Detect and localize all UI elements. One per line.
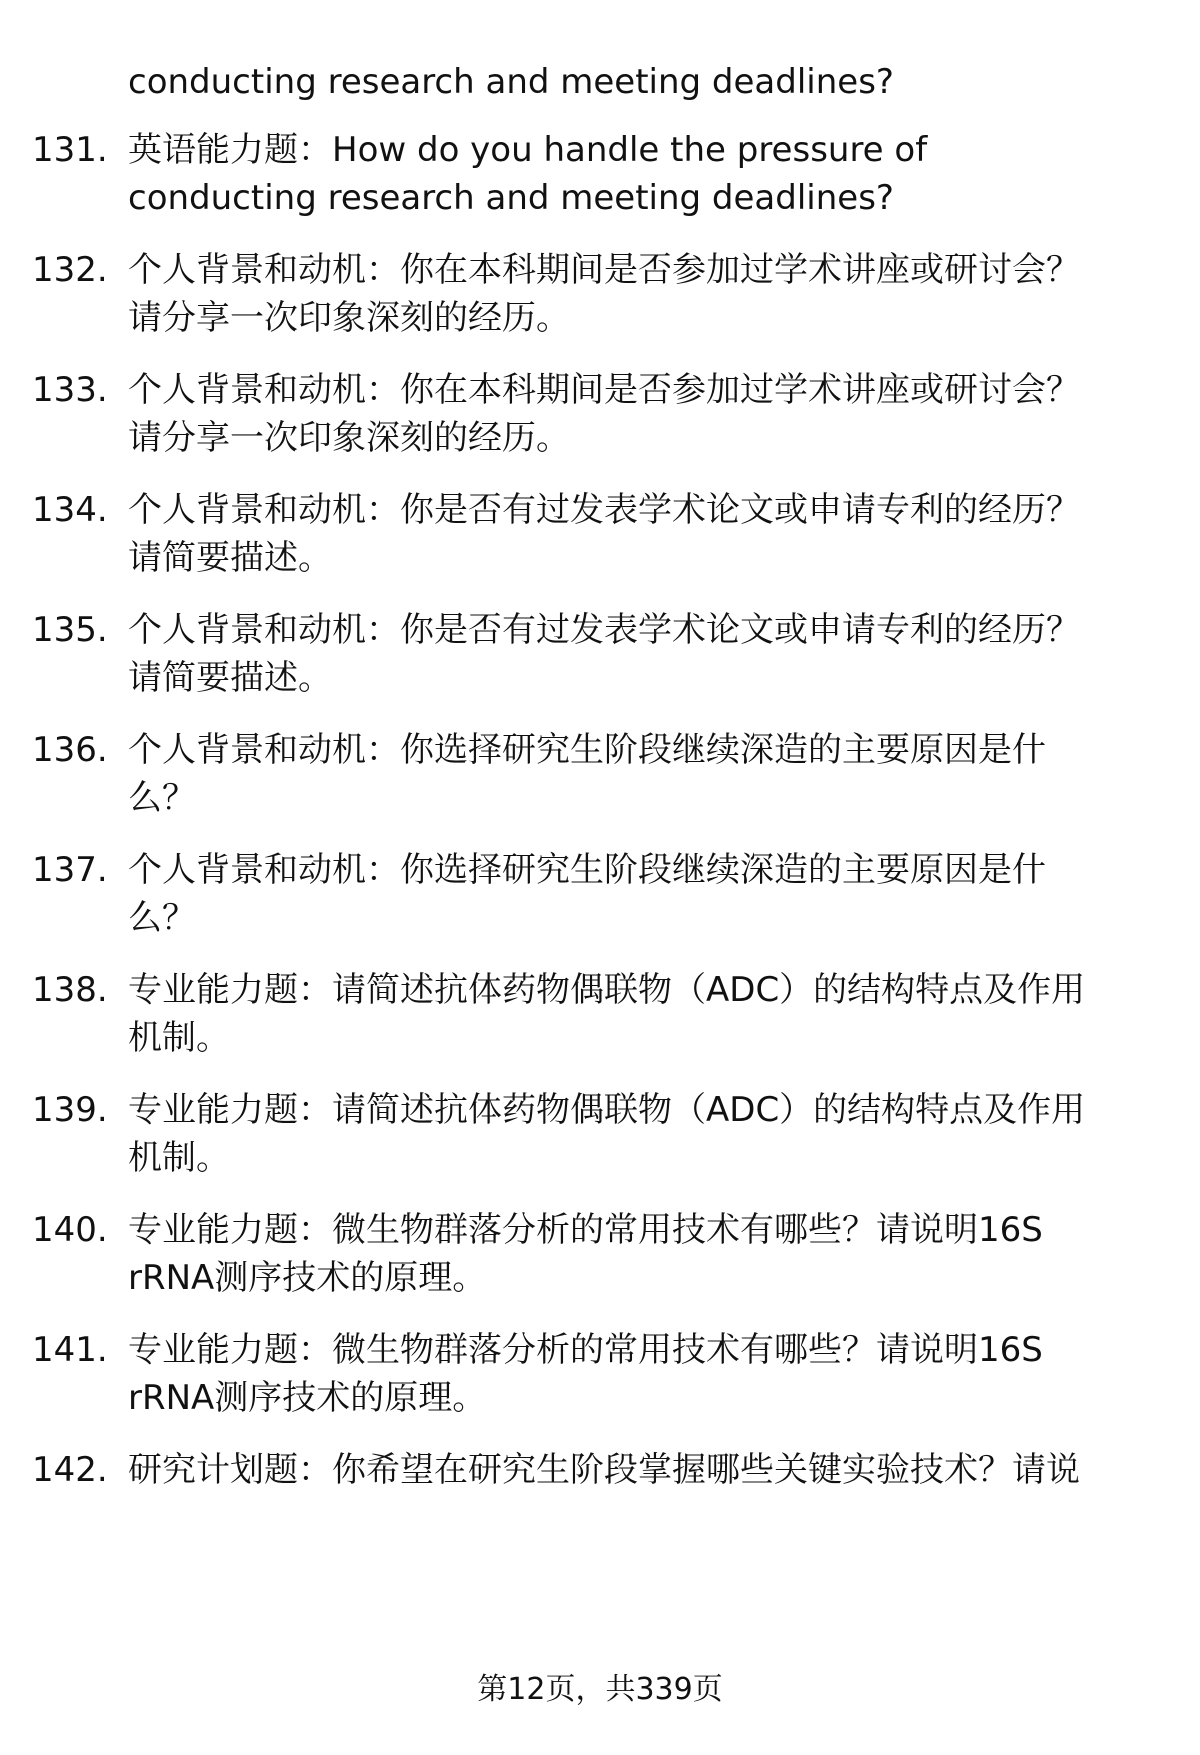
question-line: 专业能力题：微生物群落分析的常用技术有哪些？请说明16S bbox=[128, 1210, 1043, 1250]
question-text bbox=[128, 726, 1162, 822]
question-line: 请简要描述。 bbox=[128, 658, 332, 698]
question-number: 142. bbox=[32, 1450, 108, 1490]
question-line: 专业能力题：微生物群落分析的常用技术有哪些？请说明16S bbox=[128, 1330, 1043, 1370]
question-number: 141. bbox=[32, 1330, 108, 1370]
question-line: 个人背景和动机：你在本科期间是否参加过学术讲座或研讨会？ bbox=[128, 250, 1080, 290]
question-text bbox=[128, 486, 1162, 582]
question-text bbox=[128, 966, 1162, 1062]
question-text bbox=[128, 846, 1162, 942]
question-line: rRNA测序技术的原理。 bbox=[128, 1378, 487, 1418]
question-text bbox=[128, 246, 1162, 342]
question-line: 研究计划题：你希望在研究生阶段掌握哪些关键实验技术？请说 bbox=[128, 1450, 1080, 1490]
question-line: 么？ bbox=[128, 898, 196, 938]
question-line: 机制。 bbox=[128, 1138, 230, 1178]
continuation-text: conducting research and meeting deadlines? bbox=[128, 62, 894, 102]
question-number: 131. bbox=[32, 130, 108, 170]
question-number: 133. bbox=[32, 370, 108, 410]
question-text bbox=[128, 1086, 1162, 1182]
question-number: 139. bbox=[32, 1090, 108, 1130]
question-number: 138. bbox=[32, 970, 108, 1010]
question-text bbox=[128, 1326, 1162, 1422]
question-text bbox=[128, 1206, 1162, 1302]
question-line: rRNA测序技术的原理。 bbox=[128, 1258, 487, 1298]
question-line: 么？ bbox=[128, 778, 196, 818]
question-line: 请简要描述。 bbox=[128, 538, 332, 578]
page-footer: 第12页，共339页 bbox=[477, 1672, 723, 1707]
question-line: 个人背景和动机：你是否有过发表学术论文或申请专利的经历？ bbox=[128, 490, 1080, 530]
question-number: 135. bbox=[32, 610, 108, 650]
question-line: 个人背景和动机：你在本科期间是否参加过学术讲座或研讨会？ bbox=[128, 370, 1080, 410]
question-line: 个人背景和动机：你选择研究生阶段继续深造的主要原因是什 bbox=[128, 730, 1046, 770]
question-line: 个人背景和动机：你选择研究生阶段继续深造的主要原因是什 bbox=[128, 850, 1046, 890]
question-line: 机制。 bbox=[128, 1018, 230, 1058]
question-line: 英语能力题：How do you handle the pressure of bbox=[128, 130, 928, 170]
question-line: 请分享一次印象深刻的经历。 bbox=[128, 418, 570, 458]
question-number: 136. bbox=[32, 730, 108, 770]
question-line: conducting research and meeting deadlines? bbox=[128, 178, 894, 218]
question-line: 专业能力题：请简述抗体药物偶联物（ADC）的结构特点及作用 bbox=[128, 1090, 1086, 1130]
question-number: 140. bbox=[32, 1210, 108, 1250]
question-line: 专业能力题：请简述抗体药物偶联物（ADC）的结构特点及作用 bbox=[128, 970, 1086, 1010]
question-number: 132. bbox=[32, 250, 108, 290]
question-number: 137. bbox=[32, 850, 108, 890]
question-text bbox=[128, 366, 1162, 462]
question-text bbox=[128, 1446, 1162, 1494]
question-line: 个人背景和动机：你是否有过发表学术论文或申请专利的经历？ bbox=[128, 610, 1080, 650]
question-text bbox=[128, 126, 1162, 222]
question-number: 134. bbox=[32, 490, 108, 530]
question-text bbox=[128, 606, 1162, 702]
question-line: 请分享一次印象深刻的经历。 bbox=[128, 298, 570, 338]
